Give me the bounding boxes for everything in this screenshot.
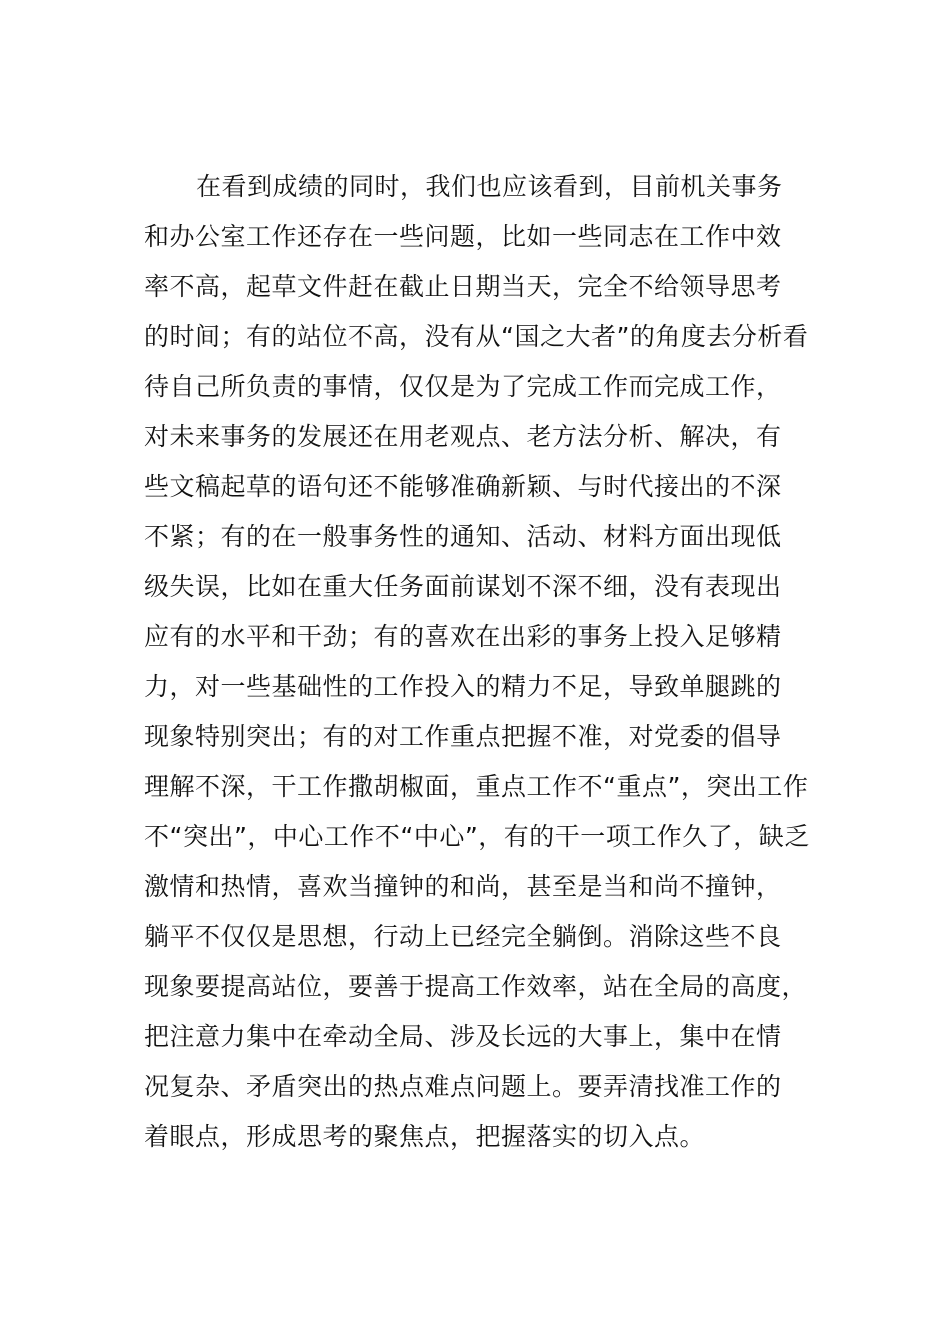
paragraph-line: 应有的水平和干劲；有的喜欢在出彩的事务上投入足够精 xyxy=(144,622,782,651)
paragraph-line: 些文稿起草的语句还不能够准确新颖、与时代接出的不深 xyxy=(144,472,782,501)
paragraph-line: 在看到成绩的同时，我们也应该看到，目前机关事务 xyxy=(196,172,783,201)
paragraph-line: 不紧；有的在一般事务性的通知、活动、材料方面出现低 xyxy=(144,522,782,551)
paragraph-line: 不“突出”，中心工作不“中心”，有的干一项工作久了，缺乏 xyxy=(144,822,810,851)
paragraph-line: 的时间；有的站位不高，没有从“国之大者”的角度去分析看 xyxy=(144,322,809,351)
paragraph-line: 力，对一些基础性的工作投入的精力不足，导致单腿跳的 xyxy=(144,672,782,701)
paragraph-line: 级失误，比如在重大任务面前谋划不深不细，没有表现出 xyxy=(144,572,782,601)
paragraph-line: 况复杂、矛盾突出的热点难点问题上。要弄清找准工作的 xyxy=(144,1072,782,1101)
paragraph-line: 着眼点，形成思考的聚焦点，把握落实的切入点。 xyxy=(144,1122,706,1151)
paragraph-line: 待自己所负责的事情，仅仅是为了完成工作而完成工作， xyxy=(144,372,782,401)
paragraph-line: 率不高，起草文件赶在截止日期当天，完全不给领导思考 xyxy=(144,272,782,301)
paragraph-line: 和办公室工作还存在一些问题，比如一些同志在工作中效 xyxy=(144,222,782,251)
paragraph-line: 躺平不仅仅是思想，行动上已经完全躺倒。消除这些不良 xyxy=(144,922,782,951)
paragraph-line: 把注意力集中在牵动全局、涉及长远的大事上，集中在情 xyxy=(144,1022,782,1051)
paragraph-line: 现象要提高站位，要善于提高工作效率，站在全局的高度， xyxy=(144,972,808,1001)
body-paragraph xyxy=(144,162,808,1162)
paragraph-line: 激情和热情，喜欢当撞钟的和尚，甚至是当和尚不撞钟， xyxy=(144,872,782,901)
paragraph-line: 对未来事务的发展还在用老观点、老方法分析、解决，有 xyxy=(144,422,782,451)
paragraph-line: 理解不深，干工作撒胡椒面，重点工作不“重点”，突出工作 xyxy=(144,772,809,801)
paragraph-line: 现象特别突出；有的对工作重点把握不准，对党委的倡导 xyxy=(144,722,782,751)
